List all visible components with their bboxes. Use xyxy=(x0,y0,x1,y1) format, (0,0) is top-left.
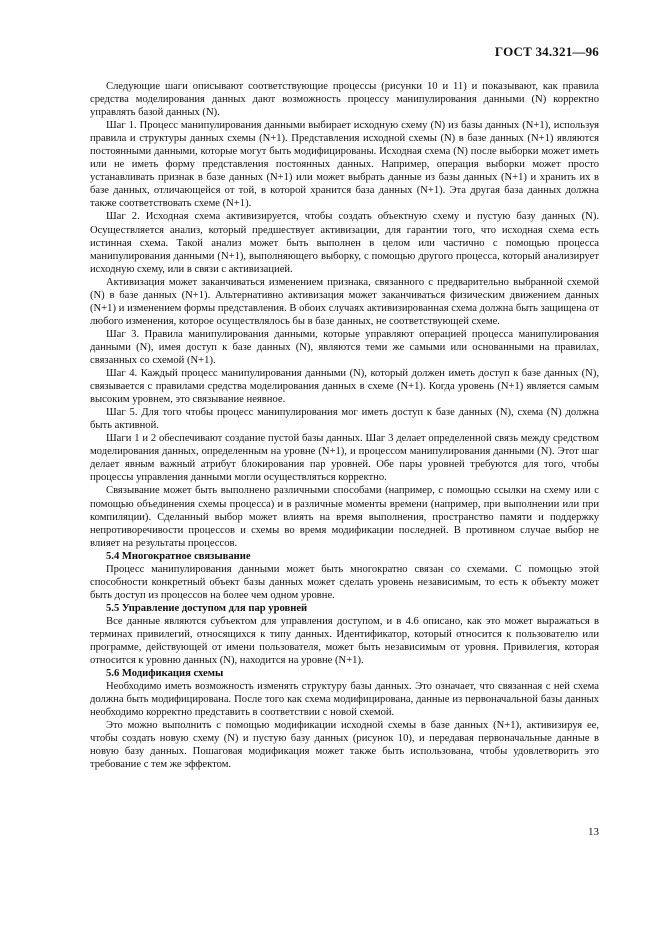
paragraph: Процесс манипулирования данными может быть многократно связан со схемами. С помощью этой способности конкретный объект базы данных может сделать уровень независимым, то есть к объекту может быть доступ из процессов на более чем одном уровне. xyxy=(90,563,599,601)
paragraph: Шаг 1. Процесс манипулирования данными выбирает исходную схему (N) из базы данных (N+1), используя правила и структуры данных схемы (N+1). Представления исходной схемы (N) в базе данных (N+1) являются постоянными данными, которые могут быть модифицированы. Исходная схема (N) после выборки может иметь или не иметь форму представления постоянных данных. Например, операция выборки может просто устанавливать признак в базе данных (N+1) или может выбрать данные из базы данных (N+1) и хранить их в базе данных, отличающейся от той, в которой хранится база данных (N+1). Эта другая база данных должна также соответствовать схеме (N+1). xyxy=(90,120,599,210)
section-heading: 5.5 Управление доступом для пар уровней xyxy=(106,602,308,614)
standard-header: ГОСТ 34.321—96 xyxy=(494,44,599,59)
paragraph: Это можно выполнить с помощью модификации исходной схемы в базе данных (N+1), активизируя ее, чтобы создать новую схему (N) и пустую базу данных (рисунок 10), и передавая первоначальные данные в новую базу данных. Пошаговая модификация может также быть использована, чтобы удовлетворить это требование с тем же эффектом. xyxy=(90,720,599,771)
paragraph: Необходимо иметь возможность изменять структуру базы данных. Это означает, что связанная с ней схема должна быть модифицирована. После того как схема модифицирована, данные из первоначальной базы данных необходимо корректно представить в соответствии с новой схемой. xyxy=(90,681,599,719)
section-heading: 5.6 Модификация схемы xyxy=(106,668,224,680)
paragraph: Шаг 4. Каждый процесс манипулирования данными (N), который должен иметь доступ к базе данных (N), связывается с правилами средства моделирования данных в схеме (N+1). Когда уровень (N+1) является самым высоким уровнем, это связывание неявное. xyxy=(90,368,599,406)
paragraph: Все данные являются субъектом для управления доступом, и в 4.6 описано, как это может выражаться в терминах привилегий, относящихся к типу данных. Идентификатор, который относится к пользователю или программе, действующей от имени пользователя, может быть независимым от уровня. Привилегия, которая относится к уровню данных (N), находится на уровне (N+1). xyxy=(90,615,599,667)
document-body xyxy=(90,80,599,771)
paragraph: Связывание может быть выполнено различными способами (например, с помощью ссылки на схему или с помощью объединения схемы процесса) и в различные моменты времени (например, при выполнении или при компиляции). Сделанный выбор может влиять на время выполнения, пространство памяти и поддержку непротиворечивости процессов и схемы во время модификации последней. В противном случае выбор не влияет на результаты процессов. xyxy=(90,485,599,549)
page-number: 13 xyxy=(588,826,599,838)
paragraph: Шаг 5. Для того чтобы процесс манипулирования мог иметь доступ к базе данных (N), схема (N) должна быть активной. xyxy=(90,407,599,432)
paragraph: Активизация может заканчиваться изменением признака, связанного с предварительно выбранной схемой (N) в базе данных (N+1). Альтернативно активизация может заканчиваться физическим движением данных (N+1) и изменением формы представления. В обоих случаях активизированная схема должна быть защищена от любого изменения, которое осуществлялось бы в базе данных, не соответствующей схеме. xyxy=(90,276,599,327)
paragraph: Следующие шаги описывают соответствующие процессы (рисунки 10 и 11) и показывают, как правила средства моделирования данных дают возможность процессу манипулирования данными (N) корректно управлять базой данных (N). xyxy=(90,81,599,119)
paragraph: Шаг 3. Правила манипулирования данными, которые управляют операцией процесса манипулирования данными (N), имея доступ к базе данных (N), являются теми же самыми или основанными на правилах, связанных со схемой (N+1). xyxy=(90,328,599,366)
paragraph: Шаги 1 и 2 обеспечивают создание пустой базы данных. Шаг 3 делает определенной связь между средством моделирования данных, определенным на уровне (N+1), и процессом манипулирования данными (N). Этот шаг делает явным важный атрибут блокирования пар уровней. Обе пары уровней требуются для того, чтобы процессы управления данными могли осуществляться корректно. xyxy=(90,433,599,484)
section-heading: 5.4 Многократное связывание xyxy=(106,550,251,562)
paragraph: Шаг 2. Исходная схема активизируется, чтобы создать объектную схему и пустую базу данных (N). Осуществляется анализ, который предшествует активизации, для гарантии того, что исходная схема есть истинная схема. Такой анализ может быть выполнен в целом или частично с помощью процесса манипулирования данными (N+1), выполняющего выборку, с помощью другого процесса, который анализирует исходную схему, или в связи с активизацией. xyxy=(90,211,599,275)
